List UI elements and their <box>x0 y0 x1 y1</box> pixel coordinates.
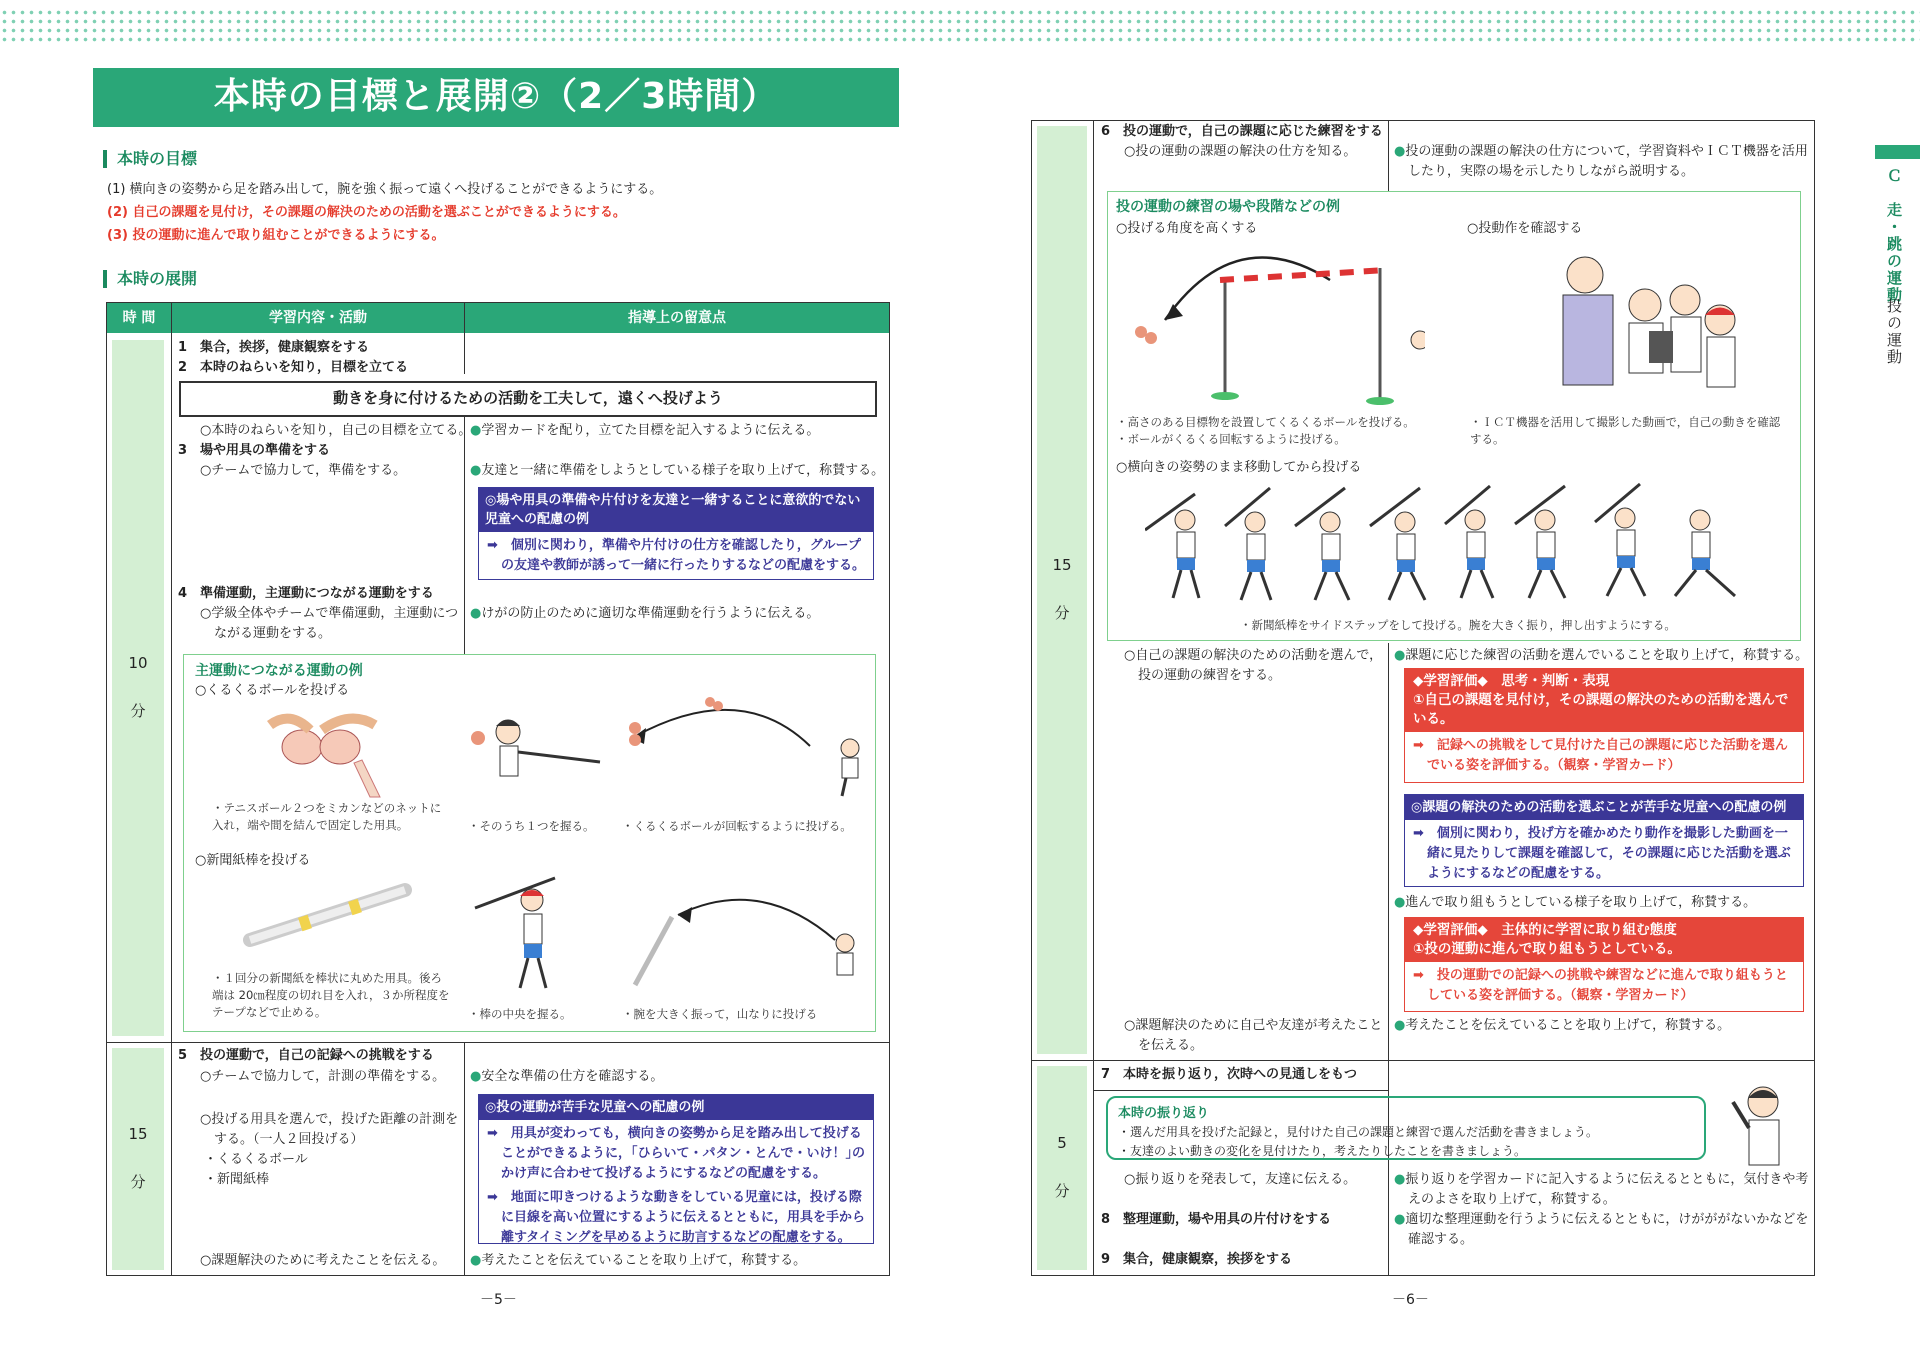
example-title-left: 主運動につながる運動の例 <box>195 663 363 679</box>
caption-right-3: ・新聞紙棒をサイドステップをして投げる。腕を大きく振り，押し出すようにする。 <box>1240 618 1676 632</box>
example-right-b: ○投動作を確認する <box>1467 221 1583 236</box>
caption-4: ・１回分の新聞紙を棒状に丸めた用具。後ろ端は 20㎝程度の切れ目を入れ，３か所程度をテープなどで止める。 <box>212 971 450 1019</box>
activity-5e: ○課題解決のために考えたことを伝える。 <box>200 1253 446 1268</box>
evaluation-box-2: ◆学習評価◆ 主体的に学習に取り組む態度 ①投の運動に進んで取り組もうとしている。 ➡ 投の運動での記録への挑戦や練習などに進んで取り組もうとしている姿を評価する。（観察・学習カード） <box>1404 917 1804 1012</box>
arc-throw-illustration <box>620 885 870 1000</box>
care-box-3: ◎課題の解決のための活動を選ぶことが苦手な児童への配慮の例 ➡ 個別に関わり，投げ方を確かめたり動作を撮影した動画を一緒に見たりして課題を確認して，その課題に応じた活動を選ぶようにするなどの配慮をする。 <box>1404 794 1804 887</box>
example-right-c: ○横向きの姿勢のまま移動してから投げる <box>1116 460 1362 475</box>
caption-5: ・棒の中央を握る。 <box>468 1007 572 1021</box>
activity-5b: ○投げる用具を選んで，投げた距離の計測をする。（一人２回投げる） <box>200 1112 459 1147</box>
evaluation-box-1: ◆学習評価◆ 思考・判断・表現 ①自己の課題を見付け，その課題の解決のための活動を選んでいる。 ➡ 記録への挑戦をして見付けた自己の課題に応じた活動を選んでいる姿を評価する。（観察・学習カード） <box>1404 668 1804 783</box>
note-6c: ●進んで取り組もうとしている様子を取り上げて，称賛する。 <box>1394 895 1757 910</box>
note-6: ●投の運動の課題の解決の仕方について，学習資料やＩＣＴ機器を活用したり，実際の場を示したりしながら説明する。 <box>1394 144 1808 179</box>
step-1: 1 集合，挨拶，健康観察をする <box>178 340 370 355</box>
step-4: 4 準備運動，主運動につながる運動をする <box>178 586 434 601</box>
step-9: 9 集合，健康観察，挨拶をする <box>1101 1252 1293 1267</box>
step-6: 6 投の運動で，自己の課題に応じた練習をする <box>1101 124 1383 139</box>
note-1: ●学習カードを配り，立てた目標を記入するように伝える。 <box>470 423 820 438</box>
caption-1: ・テニスボール２つをミカンなどのネットに入れ，端や間を結んで固定した用具。 <box>212 801 442 832</box>
caption-6: ・腕を大きく振って，山なりに投げる <box>622 1007 818 1021</box>
side-label-unit: 投の運動 <box>1885 298 1903 366</box>
care-box-1: ◎場や用具の準備や片付けを友達と一緒することに意欲的でない児童への配慮の例 ➡ 個別に関わり，準備や片付けの仕方を確認したり，グループの友達や教師が誘って一緒に行ったりするなどの配慮をする。 <box>478 487 874 580</box>
child-grip-illustration <box>460 710 610 800</box>
example-b: ○新聞紙棒を投げる <box>195 853 311 868</box>
lesson-aim: 動きを身に付けるための活動を工夫して，遠くへ投げよう <box>179 381 877 417</box>
page-number-right: －6－ <box>1392 1292 1429 1308</box>
caption-3: ・くるくるボールが回転するように投げる。 <box>622 819 852 833</box>
care-box-2: ◎投の運動が苦手な児童への配慮の例 ➡ 用具が変わっても，横向きの姿勢から足を踏み出して投げることができるように，｢ひらいて・パタン・とんで・いけ！｣のかけ声に合わせて投げるようにするなどの配慮をする。 ➡ 地面に叩きつけるような動きをしている児童には，投げる際に目線を高い位置にするように伝えるとともに，用具を手から離すタイミングを早めるように助言するなどの配慮をする。 <box>478 1094 874 1244</box>
activity-5c: ・くるくるボール <box>204 1152 308 1167</box>
dotted-border <box>0 8 1920 44</box>
header-activity: 学習内容・活動 <box>172 303 464 333</box>
activity-4: ○学級全体やチームで準備運動，主運動につながる運動をする。 <box>200 606 459 641</box>
step-8: 8 整理運動，場や用具の片付けをする <box>1101 1212 1332 1227</box>
side-label-category: Ｃ 走・跳の運動 <box>1885 168 1903 304</box>
activity-3: ○チームで協力して，準備をする。 <box>200 463 407 478</box>
spin-throw-illustration <box>620 688 870 803</box>
note-4: ●けがの防止のために適切な準備運動を行うように伝える。 <box>470 606 820 621</box>
activity-6: ○投の運動の課題の解決の仕方を知る。 <box>1124 144 1357 159</box>
step-3: 3 場や用具の準備をする <box>178 443 331 458</box>
time-cell-4: 5 分 <box>1037 1066 1087 1270</box>
activity-7: ○振り返りを発表して，友達に伝える。 <box>1124 1172 1357 1187</box>
note-5e: ●考えたことを伝えていることを取り上げて，称賛する。 <box>470 1253 807 1268</box>
page-number-left: －5－ <box>480 1292 517 1308</box>
caption-right-1: ・高さのある目標物を設置してくるくるボールを投げる。 ・ボールがくるくる回転するように投げる。 <box>1116 415 1415 446</box>
development-heading: 本時の展開 <box>103 270 197 288</box>
step-5: 5 投の運動で，自己の記録への挑戦をする <box>178 1048 434 1063</box>
header-time: 時 間 <box>107 303 171 333</box>
example-a: ○くるくるボールを投げる <box>195 683 350 698</box>
note-7: ●振り返りを学習カードに記入するように伝えるとともに，気付きや考えのよさを取り上げて，称賛する。 <box>1394 1172 1809 1207</box>
goals-heading: 本時の目標 <box>103 150 197 168</box>
ict-check-illustration <box>1545 245 1745 405</box>
activity-5: ○チームで協力して，計測の準備をする。 <box>200 1069 446 1084</box>
side-step-illustration <box>1145 480 1765 615</box>
goal-2: (2) 自己の課題を見付け，その課題の解決のための活動を選ぶことができるようにする。 <box>107 205 626 220</box>
caption-2: ・そのうち１つを握る。 <box>468 819 595 833</box>
note-3: ●友達と一緒に準備をしようとしている様子を取り上げて，称賛する。 <box>470 463 885 478</box>
goal-3: (3) 投の運動に進んで取り組むことができるようにする。 <box>107 228 445 243</box>
reflection-box: 本時の振り返り ・選んだ用具を投げた記録と，見付けた自己の課題と練習で選んだ活動を書きましょう。 ・友達のよい動きの変化を見付けたり，考えたりしたことを書きましょう。 <box>1106 1096 1706 1160</box>
step-7: 7 本時を振り返り，次時への見通しをもつ <box>1101 1067 1358 1082</box>
step-2: 2 本時のねらいを知り，目標を立てる <box>178 360 409 375</box>
time-cell-2: 15 分 <box>112 1048 164 1270</box>
time-cell-1: 10 分 <box>112 340 164 1036</box>
caption-right-2: ・ＩＣＴ機器を活用して撮影した動画で，自己の動きを確認する。 <box>1470 415 1781 446</box>
goal-1: (1) 横向きの姿勢から足を踏み出して，腕を強く振って遠くへ投げることができるようにする。 <box>107 182 663 197</box>
activity-6b: ○自己の課題の解決のための活動を選んで，投の運動の練習をする。 <box>1124 648 1383 683</box>
note-6b: ●課題に応じた練習の活動を選んでいることを取り上げて，称賛する。 <box>1394 648 1809 663</box>
activity-5d: ・新聞紙棒 <box>204 1172 270 1187</box>
note-5: ●安全な準備の仕方を確認する。 <box>470 1069 664 1084</box>
example-right-a: ○投げる角度を高くする <box>1116 221 1258 236</box>
activity-6d: ○課題解決のために自己や友達が考えたことを伝える。 <box>1124 1018 1383 1053</box>
ball-net-illustration <box>250 705 400 800</box>
child-stick-illustration <box>470 870 580 995</box>
side-tab <box>1875 145 1920 159</box>
example-title-right: 投の運動の練習の場や段階などの例 <box>1116 199 1340 215</box>
time-cell-3: 15 分 <box>1037 126 1087 1054</box>
header-notes: 指導上の留意点 <box>465 303 889 333</box>
page-title: 本時の目標と展開②（2／3時間） <box>93 68 899 127</box>
note-6d: ●考えたことを伝えていることを取り上げて，称賛する。 <box>1394 1018 1731 1033</box>
teacher-illustration <box>1725 1080 1795 1170</box>
high-target-illustration <box>1125 240 1425 410</box>
note-8: ●適切な整理運動を行うように伝えるとともに，けがががないかなどを確認する。 <box>1394 1212 1809 1247</box>
activity-1: ○本時のねらいを知り，自己の目標を立てる。 <box>200 423 472 438</box>
newspaper-stick-illustration <box>240 880 420 950</box>
